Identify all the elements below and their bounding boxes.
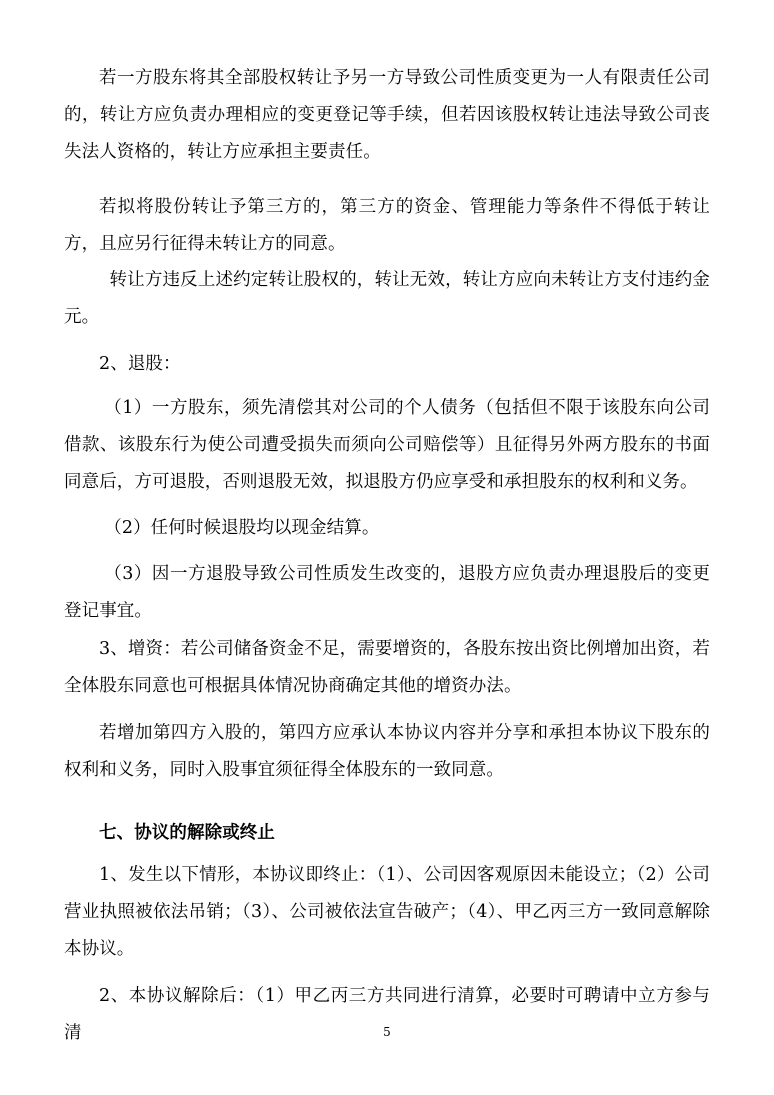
paragraph-share-transfer-one-person: 若一方股东将其全部股权转让予另一方导致公司性质变更为一人有限责任公司的，转让方应负责办理相应的变更登记等手续，但若因该股权转让违法导致公司丧失法人资格的，转让方应承担主要责任。	[64, 68, 710, 162]
clause-withdrawal-item-1: （1）一方股东，须先清偿其对公司的个人债务（包括但不限于该股东向公司借款、该股东行为使公司遭受损失而须向公司赔偿等）且征得另外两方股东的书面同意后，方可退股，否则退股无效，拟退股方仍应享受和承担股东的权利和义务。	[64, 398, 710, 492]
clause-withdrawal-item-2: （2）任何时候退股均以现金结算。	[104, 518, 380, 538]
page-number: 5	[383, 1025, 391, 1039]
paragraph-transfer-third-party: 若拟将股份转让予第三方的，第三方的资金、管理能力等条件不得低于转让方，且应另行征得未转让方的同意。	[64, 197, 710, 254]
clause-after-termination: 2、本协议解除后：（1）甲乙丙三方共同进行清算，必要时可聘请中立方参与清	[64, 986, 710, 1043]
paragraph-fourth-party: 若增加第四方入股的，第四方应承认本协议内容并分享和承担本协议下股东的权利和义务，同时入股事宜须征得全体股东的一致同意。	[64, 723, 710, 780]
section-heading: 七、协议的解除或终止	[99, 823, 275, 843]
clause-withdrawal-title: 2、退股：	[99, 354, 181, 374]
clause-withdrawal-item-3: （3）因一方退股导致公司性质发生改变的，退股方应负责办理退股后的变更登记事宜。	[64, 564, 710, 621]
clause-termination-conditions: 1、发生以下情形，本协议即终止：（1）、公司因客观原因未能设立；（2）公司营业执照被依法吊销；（3）、公司被依法宣告破产；（4）、甲乙丙三方一致同意解除本协议。	[64, 865, 710, 959]
clause-capital-increase: 3、增资：若公司储备资金不足，需要增资的，各股东按出资比例增加出资，若全体股东同意也可根据具体情况协商确定其他的增资办法。	[64, 639, 710, 696]
paragraph-transfer-breach: 转让方违反上述约定转让股权的，转让无效，转让方应向未转让方支付违约金元。	[64, 270, 710, 327]
